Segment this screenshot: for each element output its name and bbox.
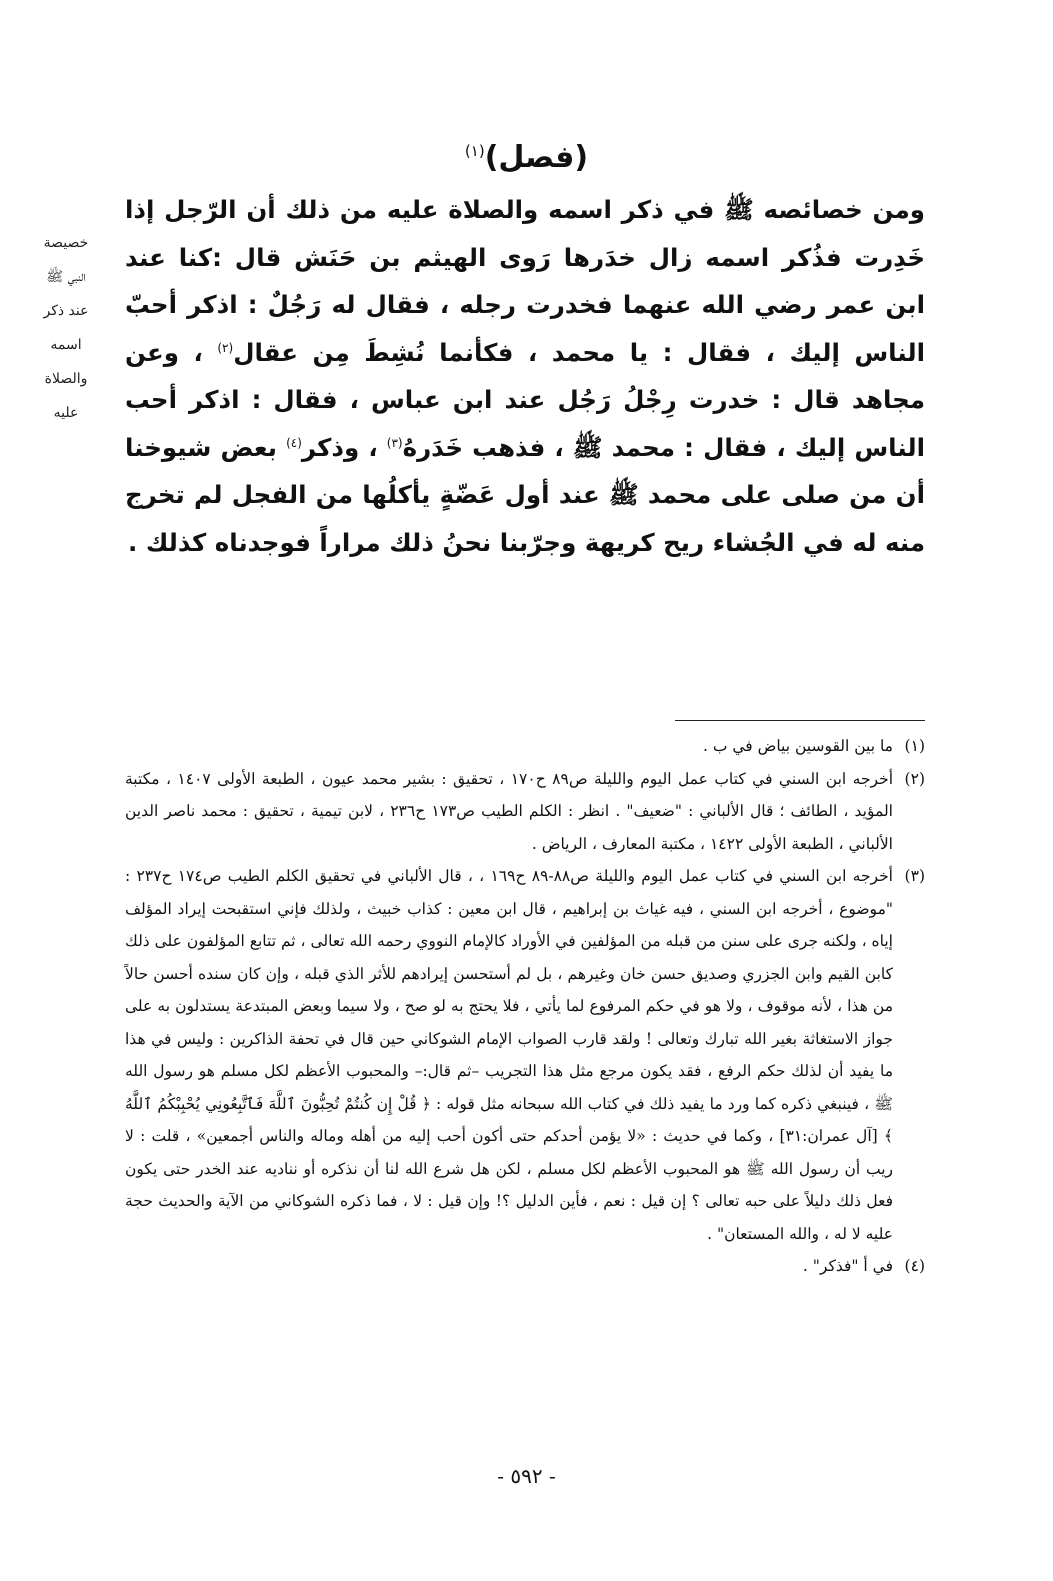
footnote-text: في أ "فذكر" . [802,1257,893,1275]
margin-note-line: خصيصة [43,235,89,251]
footnote-text: أخرجه ابن السني في كتاب عمل اليوم والليلة ص٨٩ ح١٧٠ ، تحقيق : بشير محمد عيون ، الطبعة الأولى ١٤٠٧ ، مكتبة المؤيد ، الطائف ؛ قال الألباني : "ضعيف" . انظر : الكلم الطيب ص١٧٣ ح٢٣٦ ، لابن تيمية ، تحقيق : محمد ناصر الدين الألباني ، الطبعة الأولى ١٤٢٢ ، مكتبة المعارف ، الرياض . [125,769,894,853]
footnote-text: ما بين القوسين بياض في ب . [702,737,893,755]
chapter-heading [0,140,1053,175]
footnote-ref-3: (٣) [386,435,403,450]
footnote-number: (٤) [904,1257,925,1275]
margin-note [21,226,111,430]
main-text-part: ، وعن مجاهد قال : خدرت رِجْلُ رَجُل عند ابن عباس ، فقال : اذكر أحب الناس إليك ، فقال : محمد ﷺ ، فذهب خَدَرهُ [125,337,925,462]
footnotes [125,730,925,1283]
margin-note-line: النبي ﷺ [46,269,86,285]
main-text-part: ومن خصائصه ﷺ في ذكر اسمه والصلاة عليه من ذلك أن الرّجل إذا خَدِرت فذُكر اسمه زال خدَرها رَوى الهيثم بن حَنَش قال :كنا عند ابن عمر رضي الله عنهما فخدرت رجله ، فقال له رَجُلٌ : اذكر أحبّ الناس إليك ، فقال : يا محمد ، فكأنما نُشِطَ مِن عقال [125,195,925,367]
footnote-divider [675,720,925,721]
margin-note-line: عليه [53,405,79,421]
main-text-part: بعض شيوخنا أن من صلى على محمد ﷺ عند أول عَضّةٍ يأكلُها من الفجل لم تخرج منه له في الجُشاء ريح كريهة وجرّبنا نحنُ ذلك مراراً فوجدناه كذلك . [125,432,925,557]
main-paragraph [125,186,925,566]
footnote-number: (٣) [904,867,925,885]
footnote [125,1250,925,1283]
page-number: - ٥٩٢ - [497,1464,556,1488]
margin-note-line: والصلاة [44,371,88,387]
footnote-text: أخرجه ابن السني في كتاب عمل اليوم والليلة ص٨٨-٨٩ ح١٦٩ ، ، قال الألباني في تحقيق الكلم الطيب ص١٧٤ ح٢٣٧ : "موضوع ، أخرجه ابن السني ، فيه غياث بن إبراهيم ، قال ابن معين : كذاب خبيث ، ولذلك فإني استقبحت إيراد المؤلف إياه ، ولكنه جرى على سنن من قبله من المؤلفين في الأوراد كالإمام النووي رحمه الله تعالى ، ثم تتابع المؤلفون على ذلك كابن القيم وابن الجزري وصديق حسن خان وغيرهم ، بل لم أستحسن إيرادهم للأثر الذي قبله ، وإن كان سنده أحسن حالاً من هذا ، لأنه موقوف ، ولا هو في حكم المرفوع لما يأتي ، فلا يحتج به لو صح ، ولا سيما وبعض المبتدعة يستدلون به على جواز الاستغاثة بغير الله تبارك وتعالى ! ولقد قارب الصواب الإمام الشوكاني حين قال في تحفة الذاكرين : وليس في هذا ما يفيد أن لذلك حكم الرفع ، فقد يكون مرجع مثل هذا التجريب –ثم قال:– والمحبوب الأعظم لكل مسلم هو رسول الله ﷺ ، فينبغي ذكره كما ورد ما يفيد ذلك في كتاب الله سبحانه مثل قوله : ﴿ قُلْ إِن كُنتُمْ تُحِبُّونَ ٱللَّهَ فَٱتَّبِعُونِي يُحْبِبْكُمُ ٱللَّهُ ﴾ [آل عمران:٣١] ، وكما في حديث : «لا يؤمن أحدكم حتى أكون أحب إليه من أهله وماله والناس أجمعين» ، قلت : لا ريب أن رسول الله ﷺ هو المحبوب الأعظم لكل مسلم ، لكن هل شرع الله لنا أن نذكره أو نناديه عند الخدر حتى يكون فعل ذلك دليلاً على حبه تعالى ؟ إن قيل : نعم ، فأين الدليل ؟! وإن قيل : لا ، فما ذكره الشوكاني من الآية والحديث حجة عليه لا له ، والله المستعان" . [125,867,893,1243]
footnote-ref-4: (٤) [286,435,302,450]
main-text-part: ، وذكر [301,432,387,462]
chapter-heading-text: (فصل) [484,140,589,175]
margin-note-line: عند ذكر [43,303,89,319]
footnote-ref-1: (١) [464,142,485,160]
footnote [125,860,925,1250]
footnote-number: (١) [904,737,925,755]
footnote-number: (٢) [904,769,925,788]
main-text [125,186,925,566]
margin-note-line: اسمه [50,337,82,353]
footnote [125,730,925,763]
footnote [125,763,925,861]
footnote-ref-2: (٢) [217,340,234,355]
